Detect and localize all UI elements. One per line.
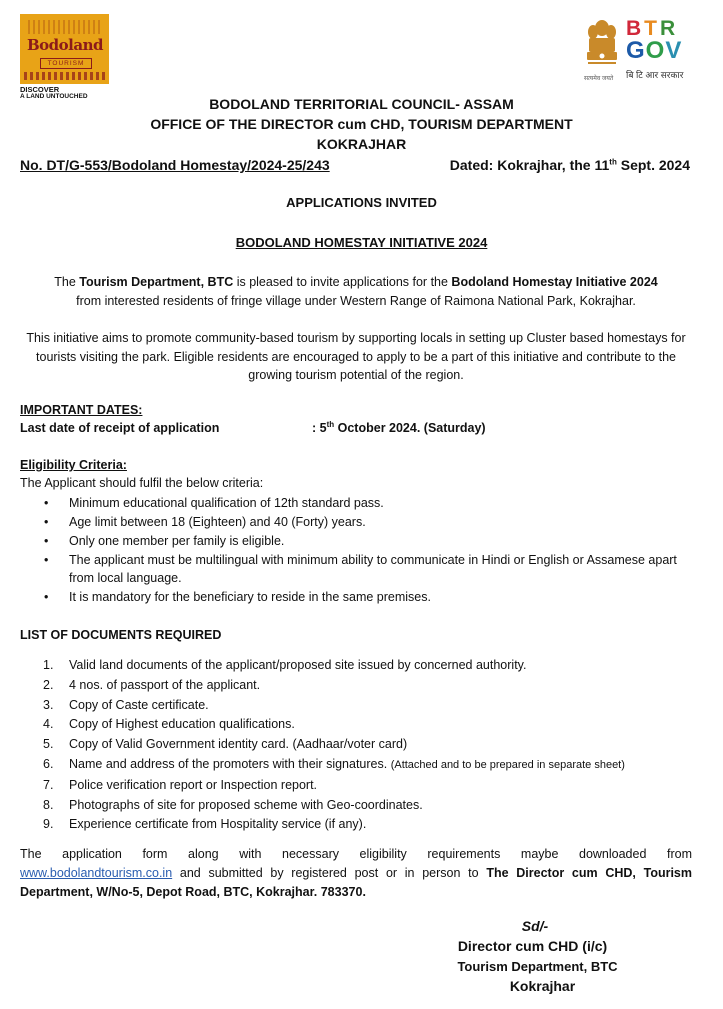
list-item: 4. Copy of Highest education qualifications. — [43, 717, 295, 732]
gov-text: GOV — [626, 37, 683, 64]
list-item: 5. Copy of Valid Government identity card. (Aadhaar/voter card) — [43, 737, 408, 752]
eligibility-list — [20, 494, 692, 607]
header-line-2: OFFICE OF THE DIRECTOR cum CHD, TOURISM DEPARTMENT — [150, 116, 573, 132]
btr-hindi: बि टि आर सरकार — [626, 70, 684, 80]
list-item: • Age limit between 18 (Eighteen) and 40 (Forty) years. — [44, 515, 366, 529]
eligibility-heading: Eligibility Criteria: — [20, 458, 127, 472]
closing-line-1: The application form along with necessary eligibility requirements maybe downloaded from — [20, 847, 692, 861]
list-item: 6. Name and address of the promoters with their signatures. (Attached and to be prepared in separate sheet) — [43, 756, 625, 771]
website-link[interactable]: www.bodolandtourism.co.in — [20, 866, 173, 880]
logo-tag-1: DISCOVER — [20, 85, 60, 94]
bodoland-tourism-logo — [20, 14, 110, 100]
logo-brand: Bodoland — [27, 36, 103, 54]
logo-pattern-top — [28, 20, 101, 34]
notice-title: APPLICATIONS INVITED — [286, 195, 437, 210]
signature-place: Kokrajhar — [509, 978, 576, 994]
last-date-label: Last date of receipt of application — [20, 421, 220, 435]
reference-number: No. DT/G-553/Bodoland Homestay/2024-25/243 — [20, 157, 330, 173]
documents-list — [20, 656, 692, 835]
header-line-1: BODOLAND TERRITORIAL COUNCIL- ASSAM — [209, 96, 514, 112]
list-item: • It is mandatory for the beneficiary to reside in the same premises. — [44, 590, 431, 604]
list-item: • The applicant must be multilingual with minimum ability to communicate in Hindi or English or Assamese apart from local language. — [44, 553, 677, 585]
logo-sub: TOURISM — [40, 58, 92, 69]
header-line-3: KOKRAJHAR — [316, 136, 407, 152]
btr-gov-logo — [584, 14, 694, 84]
signature-department: Tourism Department, BTC — [457, 959, 618, 974]
list-item: 1. Valid land documents of the applicant/proposed site issued by concerned authority. — [43, 658, 527, 672]
signature-designation: Director cum CHD (i/c) — [457, 938, 608, 954]
list-item: 2. 4 nos. of passport of the applicant. — [43, 677, 261, 692]
logo-tag-2: A LAND UNTOUCHED — [20, 93, 88, 100]
eligibility-lead: The Applicant should fulfil the below criteria: — [20, 476, 264, 490]
intro-paragraph-2: This initiative aims to promote community-based tourism by supporting locals in setting up Cluster based homestays for tourists visiting the park. Eligible residents are encouraged to apply to be a part of this initiative and contribute to the growing tourism potential of the region. — [26, 331, 686, 382]
logo-pattern-bottom — [24, 72, 105, 80]
list-item: 8. Photographs of site for proposed scheme with Geo-coordinates. — [43, 797, 423, 812]
intro-paragraph-1: The Tourism Department, BTC is pleased to invite applications for the Bodoland Homestay Initiative 2024 from interested residents of fringe village under Western Range of Raimona National Park, Kokrajhar. — [54, 275, 658, 308]
list-item: 7. Police verification report or Inspection report. — [43, 777, 318, 792]
state-emblem-icon — [584, 16, 620, 72]
documents-heading: LIST OF DOCUMENTS REQUIRED — [20, 628, 222, 642]
list-item: 9. Experience certificate from Hospitality service (if any). — [43, 817, 367, 832]
list-item: • Only one member per family is eligible. — [44, 534, 285, 548]
list-item: 3. Copy of Caste certificate. — [43, 697, 209, 712]
dates-heading: IMPORTANT DATES: — [20, 403, 143, 417]
btr-text: BTR — [626, 17, 679, 40]
closing-paragraph: The application form along with necessary eligibility requirements maybe downloaded from www.bodolandtourism.co.in and submitted by registered post or in person to The Director cum CHD, Tourism Department, W/No-5, Depot Road, BTC, Kokrajhar. 783370. — [20, 847, 692, 899]
list-item: • Minimum educational qualification of 12th standard pass. — [44, 496, 384, 510]
emblem-caption: सत्यमेव जयते — [584, 76, 614, 82]
last-date-value: : 5th October 2024. (Saturday) — [312, 419, 486, 435]
issue-date: Dated: Kokrajhar, the 11th Sept. 2024 — [449, 157, 690, 173]
submission-address: The Director cum CHD, Tourism Department, W/No-5, Depot Road, BTC, Kokrajhar. 783370 — [20, 866, 692, 899]
notice-subtitle: BODOLAND HOMESTAY INITIATIVE 2024 — [235, 235, 488, 250]
signature-sd: Sd/- — [521, 918, 549, 934]
reference-line — [20, 157, 690, 173]
